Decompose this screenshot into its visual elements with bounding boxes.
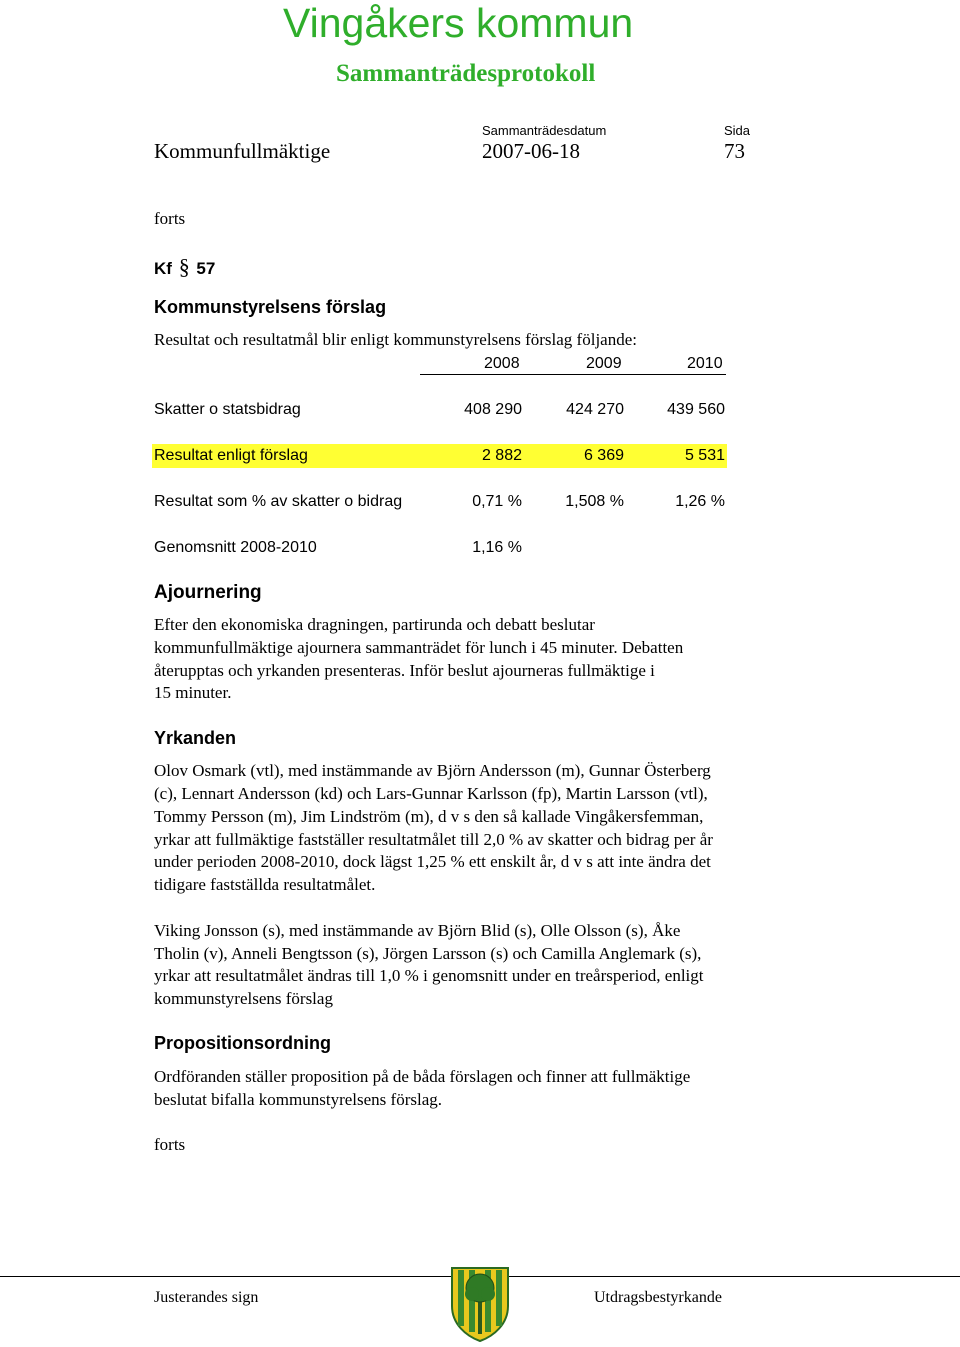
motion-1-line-2: (c), Lennart Andersson (kd) och Lars-Gunnar Karlsson (fp), Martin Larsson (vtl), — [154, 784, 708, 803]
document-type: Sammanträdesprotokoll — [336, 60, 596, 87]
adjournment-line-2: kommunfullmäktige ajournera sammanträdet för lunch i 45 minuter. Debatten — [154, 638, 684, 657]
year-header-rule — [420, 374, 726, 375]
proposition-line-2: beslutat bifalla kommunstyrelsens förslag. — [154, 1090, 442, 1109]
value-result-2008: 2 882 — [481, 447, 522, 464]
section-sign: § — [178, 254, 190, 279]
proposal-heading: Kommunstyrelsens förslag — [154, 297, 387, 317]
meeting-date-label: Sammanträdesdatum — [482, 123, 607, 138]
adjournment-heading: Ajournering — [154, 582, 262, 603]
proposal-intro: Resultat och resultatmål blir enligt kommunstyrelsens förslag följande: — [154, 330, 637, 349]
value-percent-2008: 0,71 % — [472, 493, 522, 510]
case-number: 57 — [196, 259, 216, 278]
case-reference — [154, 254, 215, 280]
motion-2-line-2: Tholin (v), Anneli Bengtsson (s), Jörgen Larsson (s) och Camilla Anglemark (s), — [154, 944, 702, 963]
motions-heading: Yrkanden — [154, 728, 237, 748]
row-label-average: Genomsnitt 2008-2010 — [154, 539, 317, 556]
adjournment-line-3: återupptas och yrkanden presenteras. Inför beslut ajourneras fullmäktige i — [154, 661, 655, 680]
row-label-result-percent: Resultat som % av skatter o bidrag — [154, 493, 403, 510]
continued-label-bottom: forts — [154, 1135, 186, 1154]
page-number: 73 — [724, 139, 745, 163]
value-result-2009: 6 369 — [583, 447, 624, 464]
value-taxes-2008: 408 290 — [464, 401, 522, 418]
footer-certification-label: Utdragsbestyrkande — [594, 1289, 722, 1306]
value-taxes-2010: 439 560 — [667, 401, 725, 418]
year-header-2009: 2009 — [586, 355, 622, 372]
motion-2-line-4: kommunstyrelsens förslag — [154, 989, 333, 1008]
continued-label-top: forts — [154, 209, 186, 228]
governing-body: Kommunfullmäktige — [154, 139, 331, 163]
row-label-result: Resultat enligt förslag — [154, 447, 308, 464]
footer-sign-label: Justerandes sign — [154, 1289, 259, 1306]
value-percent-2010: 1,26 % — [675, 493, 725, 510]
year-header-2008: 2008 — [484, 355, 520, 372]
value-average: 1,16 % — [472, 539, 522, 556]
value-percent-2009: 1,508 % — [565, 493, 624, 510]
value-taxes-2009: 424 270 — [566, 401, 624, 418]
meeting-date: 2007-06-18 — [482, 139, 580, 163]
motion-2-line-1: Viking Jonsson (s), med instämmande av Björn Blid (s), Olle Olsson (s), Åke — [154, 921, 681, 940]
motion-1-line-3: Tommy Persson (m), Jim Lindström (m), d v s den så kallade Vingåkersfemman, — [154, 807, 704, 826]
municipal-coat-of-arms-icon — [448, 1266, 512, 1342]
motion-1-line-6: tidigare fastställda resultatmålet. — [154, 875, 376, 894]
adjournment-line-4: 15 minuter. — [154, 683, 232, 702]
page-label: Sida — [724, 123, 751, 138]
motion-1-line-1: Olov Osmark (vtl), med instämmande av Björn Andersson (m), Gunnar Österberg — [154, 761, 711, 780]
adjournment-line-1: Efter den ekonomiska dragningen, partirunda och debatt beslutar — [154, 615, 595, 634]
proposition-heading: Propositionsordning — [154, 1033, 331, 1053]
organization-name: Vingåkers kommun — [283, 0, 634, 46]
proposition-line-1: Ordföranden ställer proposition på de båda förslagen och finner att fullmäktige — [154, 1067, 691, 1086]
motion-1-line-5: under perioden 2008-2010, dock lägst 1,25 % ett enskilt år, d v s att inte ändra det — [154, 852, 711, 871]
row-label-taxes: Skatter o statsbidrag — [154, 401, 301, 418]
year-header-2010: 2010 — [687, 355, 723, 372]
case-prefix: Kf — [154, 259, 172, 278]
value-result-2010: 5 531 — [684, 447, 725, 464]
motion-2-line-3: yrkar att resultatmålet ändras till 1,0 % i genomsnitt under en treårsperiod, enligt — [154, 966, 704, 985]
motion-1-line-4: yrkar att fullmäktige fastställer resultatmålet till 2,0 % av skatter och bidrag per år — [154, 830, 713, 849]
